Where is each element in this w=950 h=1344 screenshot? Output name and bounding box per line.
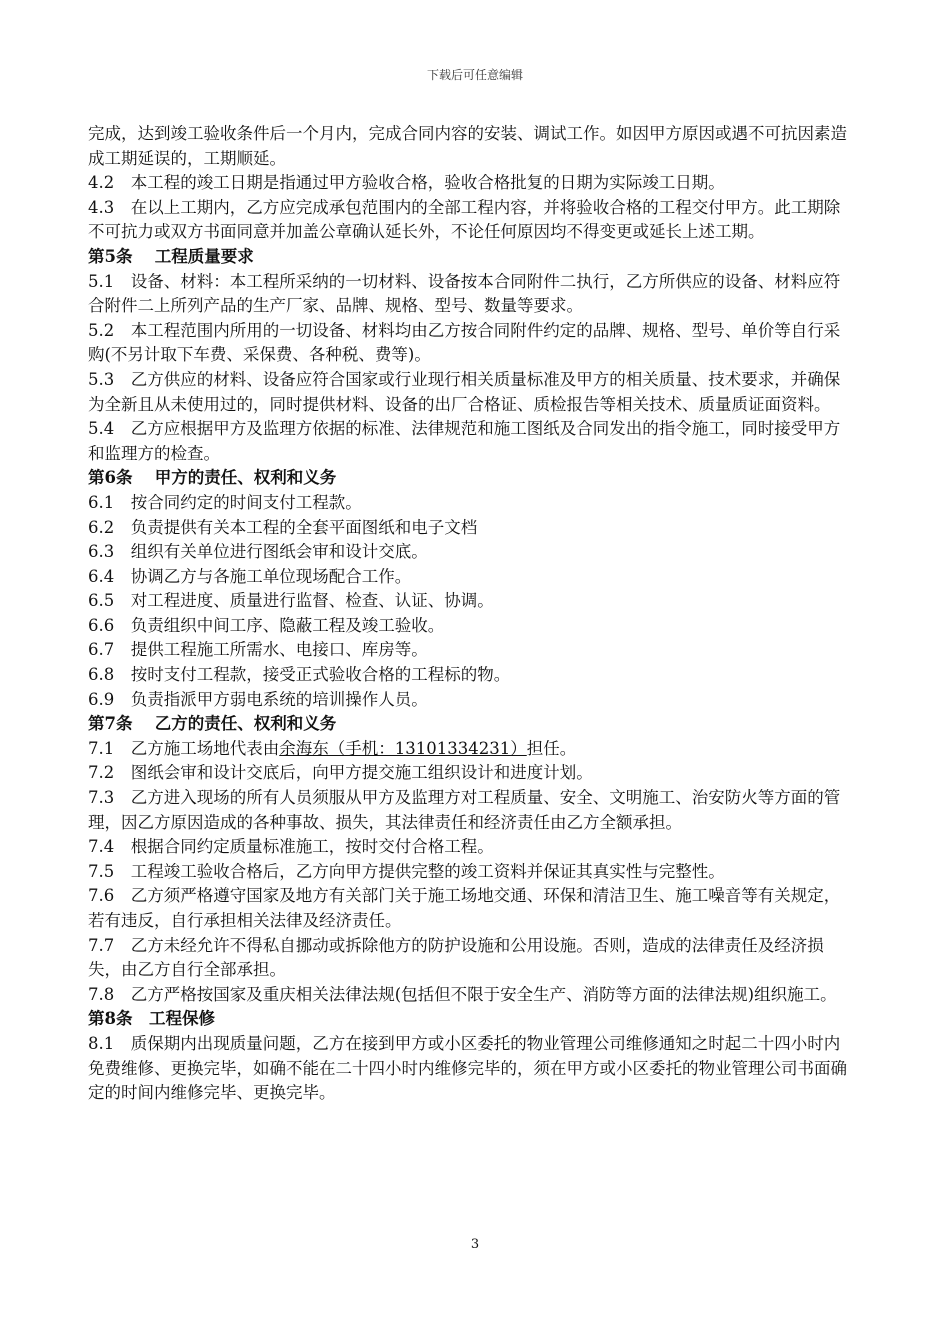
paragraph: 完成，达到竣工验收条件后一个月内，完成合同内容的安装、调试工作。如因甲方原因或遇不可抗因素造成工期延误的，工期顺延。 <box>88 124 847 168</box>
clause-7-3: 7.3 乙方进入现场的所有人员须服从甲方及监理方对工程质量、安全、文明施工、治安防火等方面的管理，因乙方原因造成的各种事故、损失，其法律责任和经济责任由乙方全额承担。 <box>88 788 841 832</box>
clause-6-6: 6.6 负责组织中间工序、隐蔽工程及竣工验收。 <box>88 615 445 635</box>
article-5-heading: 第5条 工程质量要求 <box>88 246 254 266</box>
clause-7-1 <box>88 737 852 762</box>
clause-7-5: 7.5 工程竣工验收合格后，乙方向甲方提供完整的竣工资料并保证其真实性与完整性。 <box>88 861 725 881</box>
clause-6-5: 6.5 对工程进度、质量进行监督、检查、认证、协调。 <box>88 591 494 611</box>
clause-7-1-tail: 担任。 <box>526 738 577 758</box>
clause-6-7: 6.7 提供工程施工所需水、电接口、库房等。 <box>88 640 428 660</box>
clause-7-7: 7.7 乙方未经允许不得私自挪动或拆除他方的防护设施和公用设施。否则，造成的法律责任及经济损失，由乙方自行全部承担。 <box>88 935 824 980</box>
clause-5-1: 5.1 设备、材料：本工程所采纳的一切材料、设备按本合同附件二执行，乙方所供应的设备、材料应符合附件二上所列产品的生产厂家、品牌、规格、型号、数量等要求。 <box>88 271 841 316</box>
page-header: 下载后可任意编辑 <box>426 68 523 82</box>
clause-5-4: 5.4 乙方应根据甲方及监理方依据的标准、法律规范和施工图纸及合同发出的指令施工，同时接受甲方和监理方的检查。 <box>88 419 841 463</box>
clause-6-8: 6.8 按时支付工程款，接受正式验收合格的工程标的物。 <box>88 665 511 685</box>
clause-6-1: 6.1 按合同约定的时间支付工程款。 <box>88 492 362 512</box>
clause-6-3: 6.3 组织有关单位进行图纸会审和设计交底。 <box>88 542 428 562</box>
clause-5-3: 5.3 乙方供应的材料、设备应符合国家或行业现行相关质量标准及甲方的相关质量、技术要求，并确保为全新且从未使用过的，同时提供材料、设备的出厂合格证、质检报告等相关技术、质量质证面资料。 <box>88 369 841 414</box>
clause-7-6: 7.6 乙方须严格遵守国家及地方有关部门关于施工场地交通、环保和清洁卫生、施工噪音等有关规定，若有违反，自行承担相关法律及经济责任。 <box>88 886 841 930</box>
document-body <box>88 122 852 1106</box>
page-number: 3 <box>470 1237 480 1252</box>
article-7-heading: 第7条 乙方的责任、权利和义务 <box>88 714 337 734</box>
clause-7-4: 7.4 根据合同约定质量标准施工，按时交付合格工程。 <box>88 837 494 857</box>
clause-5-2: 5.2 本工程范围内所用的一切设备、材料均由乙方按合同附件约定的品牌、规格、型号、单价等自行采购(不另计取下车费、采保费、各种税、费等)。 <box>88 320 841 365</box>
clause-8-1: 8.1 质保期内出现质量问题，乙方在接到甲方或小区委托的物业管理公司维修通知之时起二十四小时内免费维修、更换完毕，如确不能在二十四小时内维修完毕的，须在甲方或小区委托的物业管理公司书面确定的时间内维修完毕、更换完毕。 <box>88 1033 847 1103</box>
clause-7-1-lead: 7.1 乙方施工场地代表由 <box>88 738 280 758</box>
article-8-heading: 第8条 工程保修 <box>88 1009 215 1029</box>
site-representative: 余海东（手机：13101334231） <box>279 738 527 758</box>
clause-4-3: 4.3 在以上工期内，乙方应完成承包范围内的全部工程内容，并将验收合格的工程交付甲方。此工期除不可抗力或双方书面同意并加盖公章确认延长外，不论任何原因均不得变更或延长上述工期。 <box>88 197 841 242</box>
clause-4-2: 4.2 本工程的竣工日期是指通过甲方验收合格，验收合格批复的日期为实际竣工日期。 <box>88 173 725 193</box>
clause-7-8: 7.8 乙方严格按国家及重庆相关法律法规(包括但不限于安全生产、消防等方面的法律法规)组织施工。 <box>88 984 837 1004</box>
clause-7-2: 7.2 图纸会审和设计交底后，向甲方提交施工组织设计和进度计划。 <box>88 763 593 783</box>
article-6-heading: 第6条 甲方的责任、权利和义务 <box>88 468 337 488</box>
clause-6-9: 6.9 负责指派甲方弱电系统的培训操作人员。 <box>88 689 428 709</box>
clause-6-2: 6.2 负责提供有关本工程的全套平面图纸和电子文档 <box>88 517 478 537</box>
clause-6-4: 6.4 协调乙方与各施工单位现场配合工作。 <box>88 566 412 586</box>
